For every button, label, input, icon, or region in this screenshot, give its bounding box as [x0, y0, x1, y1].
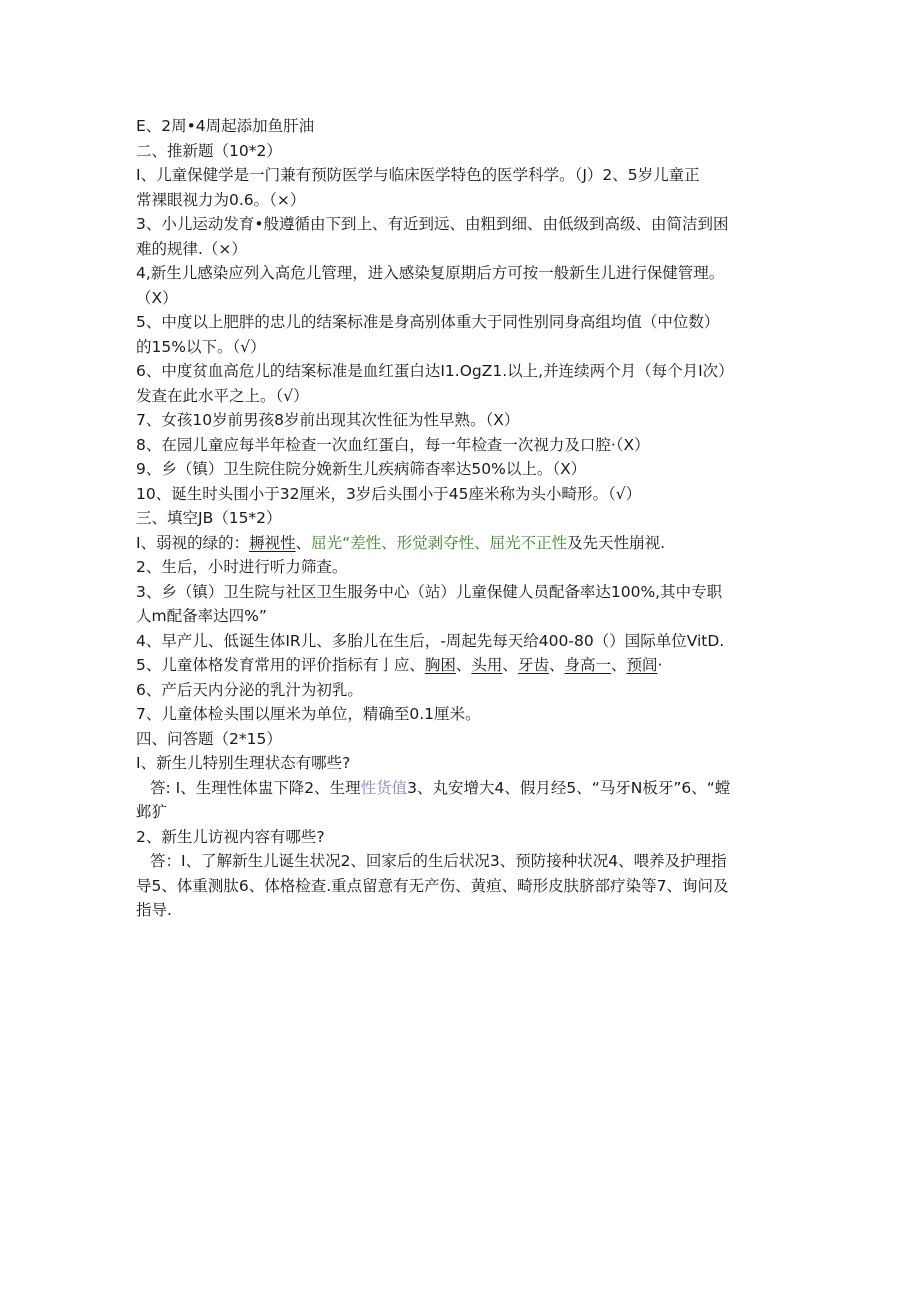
underlined-answer: 牙齿 [517, 656, 549, 674]
text-span: 5、儿童体格发育常用的评价指标有亅应、 [136, 656, 425, 674]
text-line: E、2周•4周起添加鱼肝油 [136, 117, 315, 135]
text-line: 3、乡（镇）卫生院与社区卫生服务中心（站）儿童保健人员配备率达100%,其中专职 [136, 582, 723, 601]
text-line [136, 531, 786, 556]
underlined-answer: 胸困 [424, 656, 456, 674]
text-line: 3、小儿运动发育•般遵循由下到上、有近到远、由粗到细、由低级到高级、由简洁到困 [136, 215, 729, 233]
text-span: 及先天性崩视. [567, 533, 666, 552]
text-line: 常裸眼视力为0.6。（×） [136, 190, 306, 209]
text-span: 、 [295, 533, 312, 552]
text-line: 4、早产儿、低诞生体IR儿、多胎儿在生后，-周起先每天给400-80（）国际单位VitD. [136, 631, 725, 650]
underlined-answer: 身高一 [564, 656, 611, 674]
text-line: 10、诞生时头围小于32厘米，3岁后头围小于45座米称为头小畸形。（√） [136, 484, 642, 503]
text-line: 人m配备率达四%” [136, 607, 267, 625]
section-heading: 二、推新题（10*2） [136, 141, 282, 160]
text-span: I、弱视的绿的： [136, 533, 250, 552]
text-span: 答: I、生理性体盅下降2、生理 [150, 778, 361, 797]
text-span: 、 [548, 656, 565, 674]
text-line: I、儿童保健学是一门兼有预防医学与临床医学特色的医学科学。（J）2、5岁儿童正 [136, 166, 700, 184]
text-line: 6、中度贫血高危儿的结案标准是血红蛋白达I1.OgZ1.以上,并连续两个月（每个月I次） [136, 362, 734, 380]
answer-line [136, 776, 786, 801]
text-line: 的15%以下。（√） [136, 337, 266, 356]
text-line: 难的规律.（×） [136, 239, 247, 258]
highlighted-text: 性货值 [360, 778, 408, 797]
text-span: · [657, 656, 663, 674]
text-line: 发查在此水平之上。（√） [136, 386, 309, 405]
text-line [136, 653, 786, 678]
text-line: 5、中度以上肥胖的忠儿的结案标准是身高别体重大于同性别同身高组均值（中位数） [136, 313, 720, 331]
text-line: 4,新生儿感染应列入高危儿管理，进入感染复原期后方可按一般新生儿进行保健管理。 [136, 264, 725, 282]
text-span: 、 [502, 656, 518, 674]
text-span: 3、丸安增大4、假月经5、“马牙N板牙”6、“螳 [407, 778, 731, 797]
answer-line: 邺犷 [136, 803, 168, 821]
underlined-answer: 头用 [471, 656, 503, 674]
question-line: 2、新生儿访视内容有哪些? [136, 827, 325, 846]
highlighted-answer: 屈光“差性、形觉剥夺性、屈光不正性 [311, 533, 568, 552]
text-line: （X） [136, 288, 178, 307]
question-line: I、新生儿特别生理状态有哪些? [136, 754, 351, 772]
text-span: 、 [455, 656, 472, 674]
text-span: 、 [610, 656, 627, 674]
underlined-answer: 预闾 [626, 656, 658, 674]
text-line: 8、在园儿童应每半年检查一次血红蛋白，每一年检查一次视力及口腔·（X） [136, 435, 650, 454]
section-heading: 三、填空JB（15*2） [136, 509, 282, 527]
text-line: 6、产后天内分泌的乳汁为初乳。 [136, 680, 363, 699]
answer-line: 导5、体重测肽6、体格检查.重点留意有无产伤、黄疸、畸形皮肤脐部疗染等7、询问及 [136, 876, 729, 895]
text-line: 7、女孩10岁前男孩8岁前出现其次性征为性早熟。（X） [136, 411, 520, 429]
section-heading: 四、问答题（2*15） [136, 729, 282, 748]
document-page [136, 114, 786, 923]
text-line: 7、儿童体检头围以厘米为单位，精确至0.1厘米。 [136, 705, 481, 723]
underlined-answer: 耨视性 [249, 533, 296, 552]
answer-line: 指导. [136, 901, 172, 919]
text-line: 2、生后，小时进行听力筛查。 [136, 558, 348, 576]
answer-line: 答：I、了解新生儿诞生状况2、回家后的生后状况3、预防接种状况4、喂养及护理指 [150, 852, 727, 870]
text-line: 9、乡（镇）卫生院住院分娩新生儿疾病筛杳率达50%以上。（X） [136, 460, 587, 478]
